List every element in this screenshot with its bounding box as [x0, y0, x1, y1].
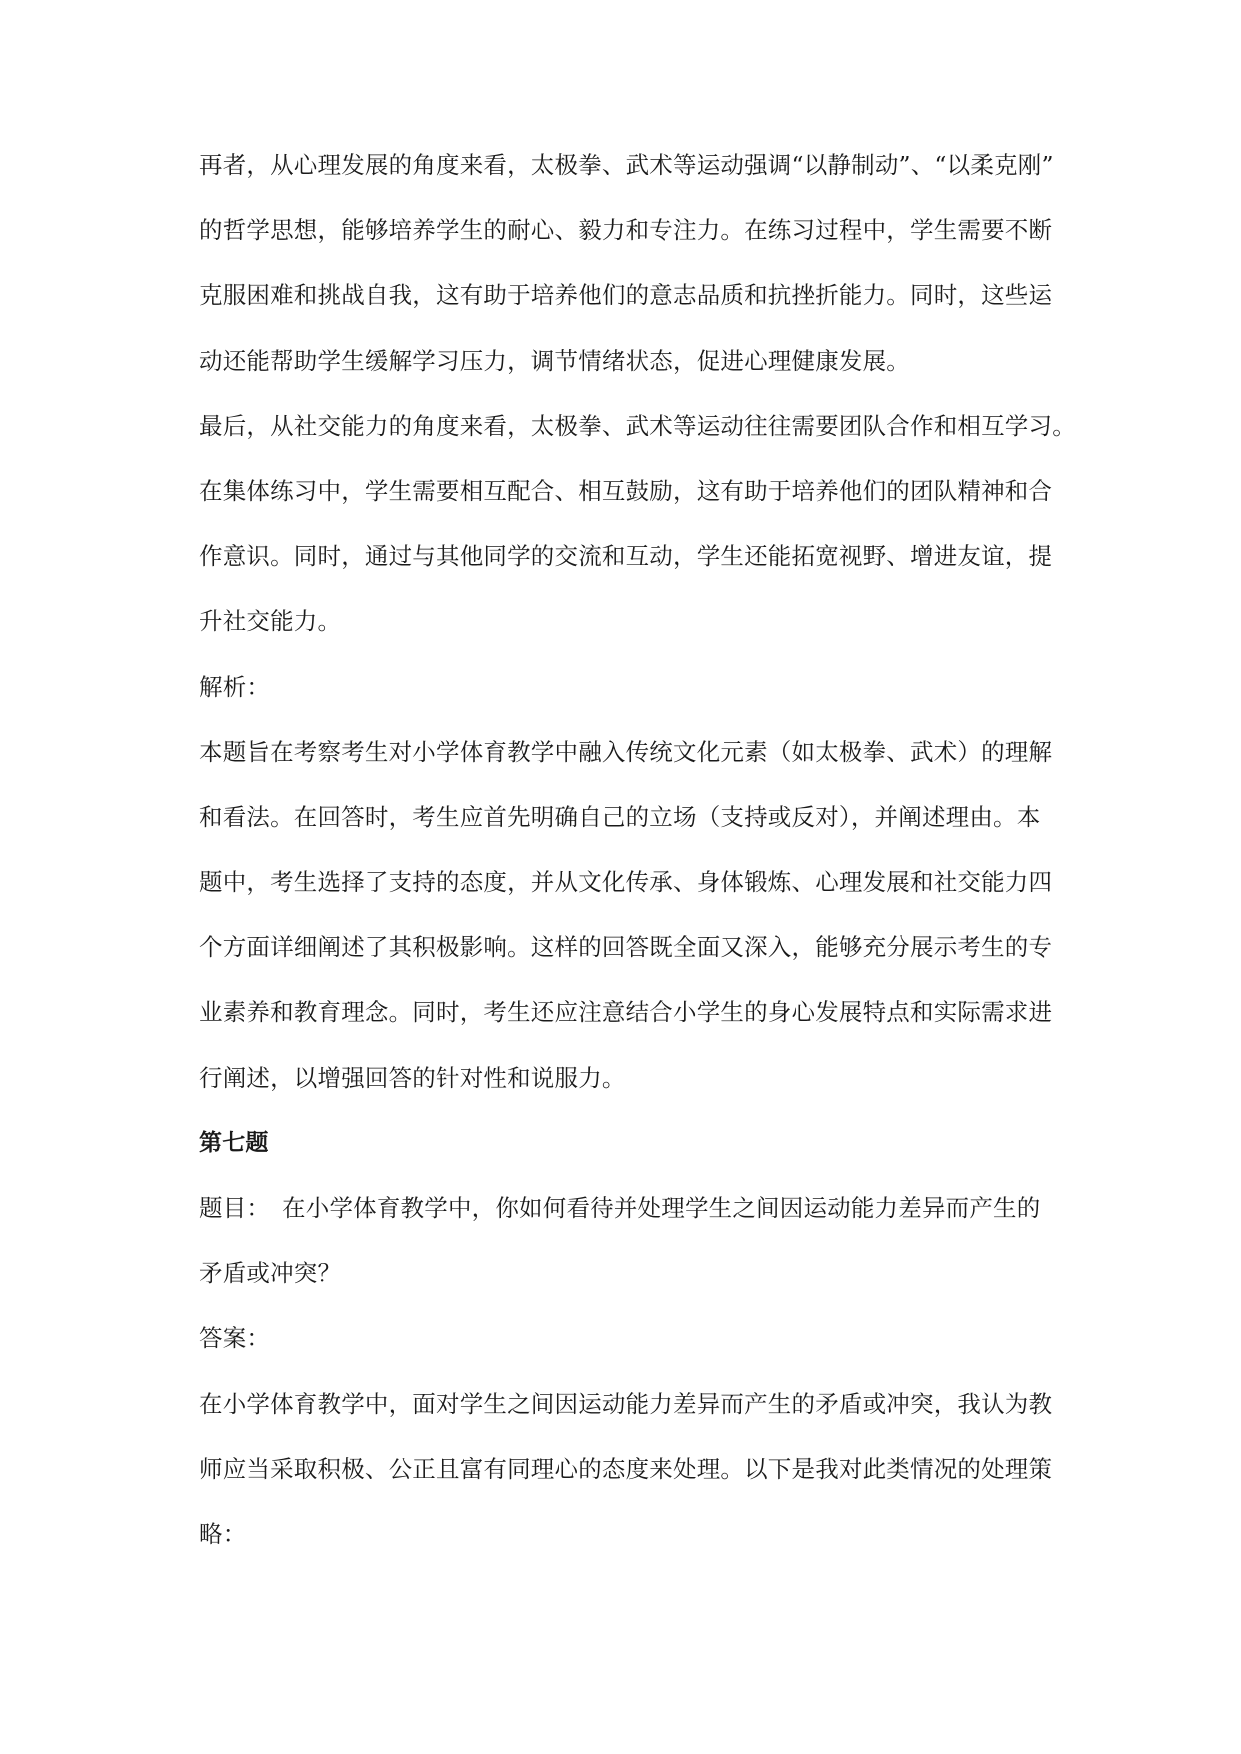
paragraph-line: 行阐述，以增强回答的针对性和说服力。 — [199, 1063, 626, 1092]
paragraph-line: 师应当采取积极、公正且富有同理心的态度来处理。以下是我对此类情况的处理策 — [199, 1454, 1053, 1483]
question-line: 矛盾或冲突？ — [199, 1259, 342, 1288]
paragraph-line: 业素养和教育理念。同时，考生还应注意结合小学生的身心发展特点和实际需求进 — [199, 998, 1053, 1027]
analysis-label: 解析： — [199, 672, 271, 701]
section-heading: 第七题 — [199, 1129, 269, 1156]
paragraph-line: 在小学体育教学中，面对学生之间因运动能力差异而产生的矛盾或冲突，我认为教 — [199, 1389, 1053, 1418]
paragraph-line: 克服困难和挑战自我，这有助于培养他们的意志品质和抗挫折能力。同时，这些运 — [199, 281, 1053, 310]
document-body — [199, 140, 1089, 1574]
paragraph-line: 最后，从社交能力的角度来看，太极拳、武术等运动往往需要团队合作和相互学习。 — [199, 411, 1076, 440]
answer-label: 答案： — [199, 1324, 271, 1353]
paragraph-line: 略： — [199, 1519, 247, 1548]
paragraph-line: 题中，考生选择了支持的态度，并从文化传承、身体锻炼、心理发展和社交能力四 — [199, 868, 1053, 897]
paragraph-line: 个方面详细阐述了其积极影响。这样的回答既全面又深入，能够充分展示考生的专 — [199, 933, 1053, 962]
question-line: 题目： 在小学体育教学中，你如何看待并处理学生之间因运动能力差异而产生的 — [199, 1194, 1041, 1222]
paragraph-line: 和看法。在回答时，考生应首先明确自己的立场（支持或反对），并阐述理由。本 — [199, 802, 1041, 831]
paragraph-line: 在集体练习中，学生需要相互配合、相互鼓励，这有助于培养他们的团队精神和合 — [199, 476, 1053, 505]
paragraph-line: 的哲学思想，能够培养学生的耐心、毅力和专注力。在练习过程中，学生需要不断 — [199, 216, 1053, 245]
paragraph-line: 再者，从心理发展的角度来看，太极拳、武术等运动强调“以静制动”、“以柔克刚” — [199, 151, 1054, 179]
paragraph-line: 动还能帮助学生缓解学习压力，调节情绪状态，促进心理健康发展。 — [199, 346, 910, 375]
paragraph-line: 升社交能力。 — [199, 607, 342, 636]
paragraph-line: 本题旨在考察考生对小学体育教学中融入传统文化元素（如太极拳、武术）的理解 — [199, 737, 1053, 766]
paragraph-line: 作意识。同时，通过与其他同学的交流和互动，学生还能拓宽视野、增进友谊，提 — [199, 542, 1053, 571]
